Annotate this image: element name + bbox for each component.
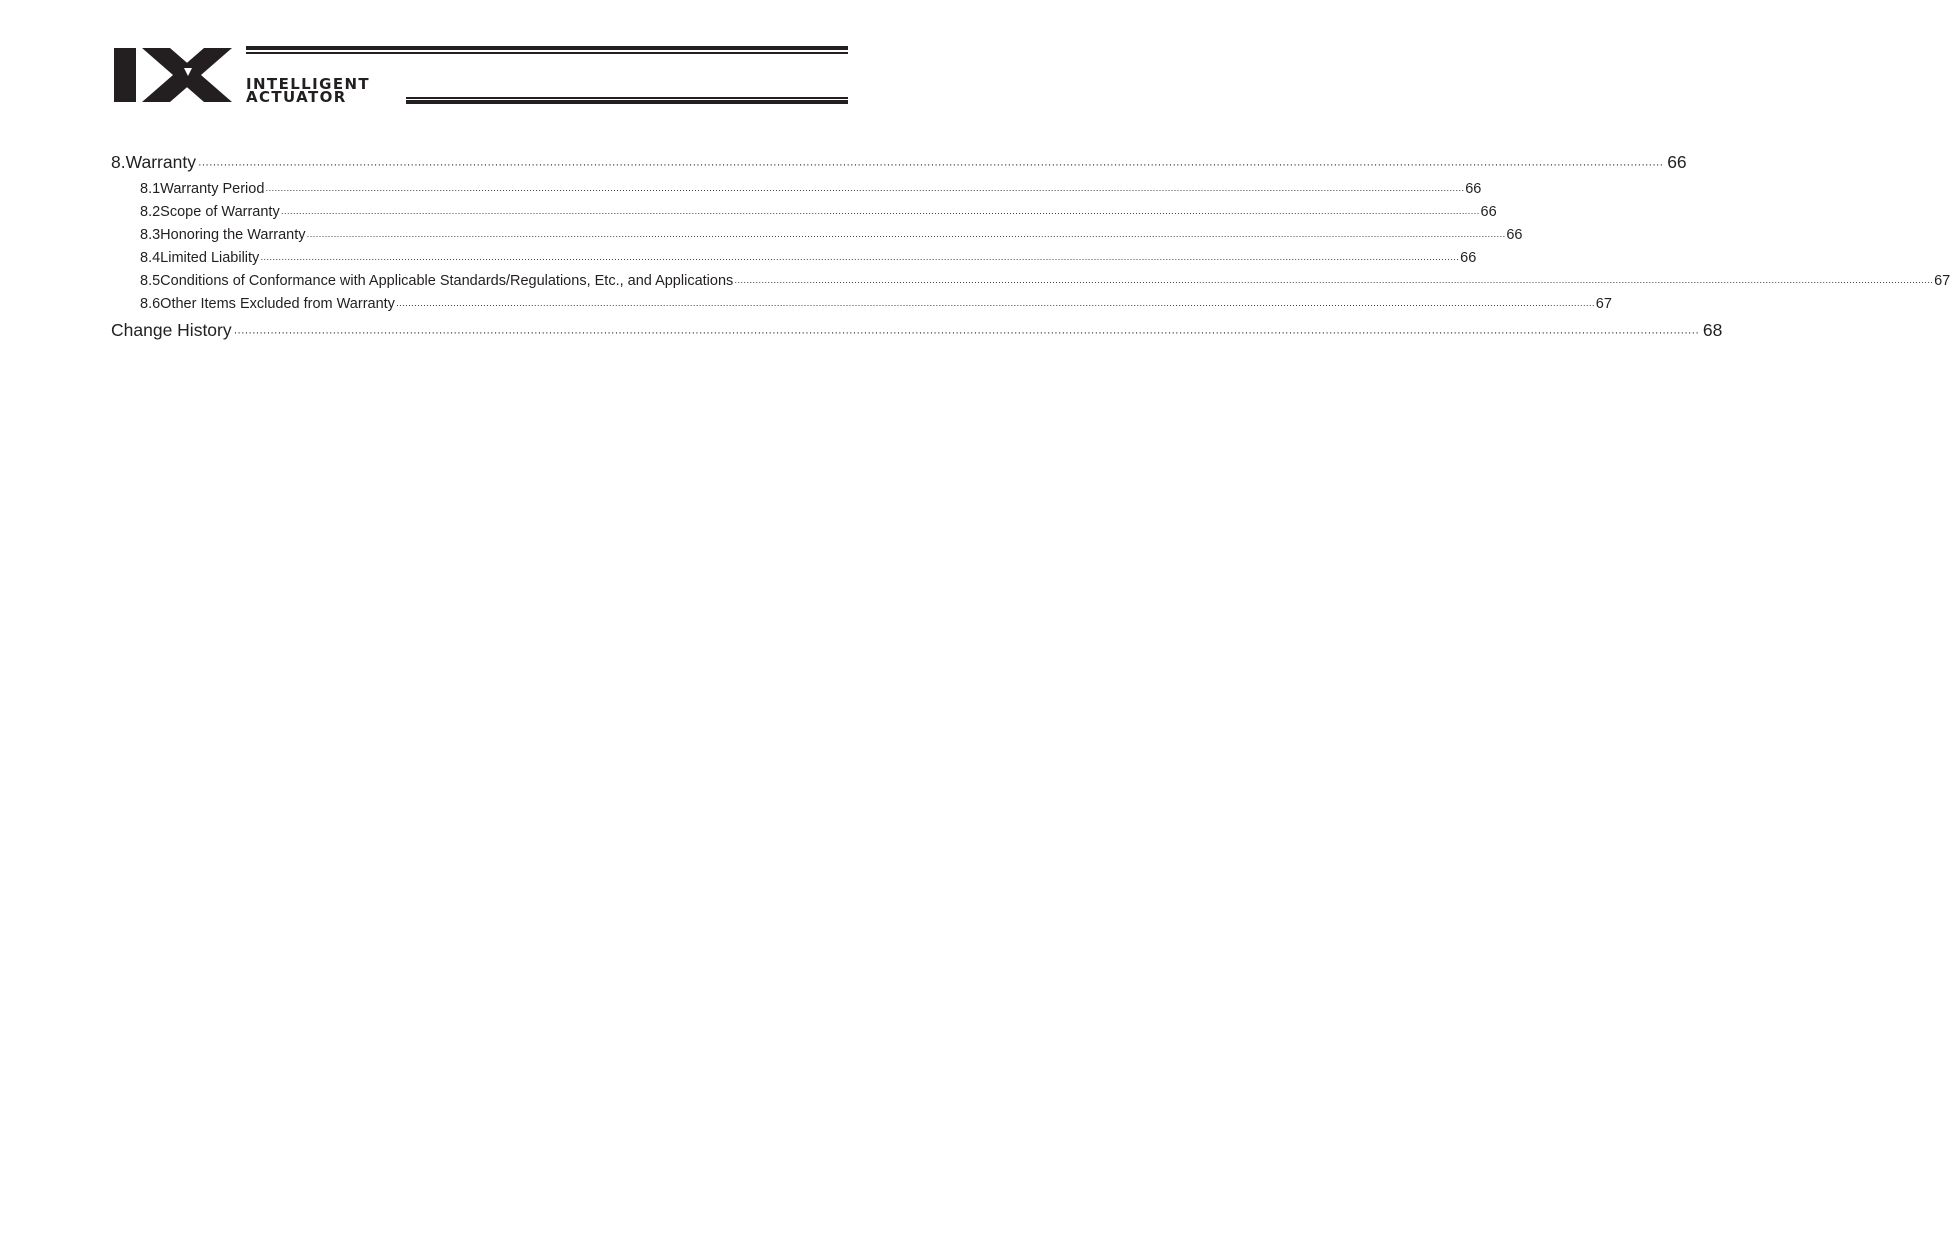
dot-leader: ················································································································································································································································································································································································································	[306, 231, 1506, 241]
toc-section-number: 8.1	[140, 181, 161, 197]
toc-section-title: Honoring the Warranty	[160, 227, 306, 243]
dot-leader: ················································································································································································································································································································································································································	[734, 277, 1934, 287]
page-header	[0, 0, 954, 110]
header-rule-bottom	[406, 100, 848, 104]
brand-name-line1: INTELLIGENT	[246, 75, 371, 93]
header-rule-bottom-thin	[406, 97, 848, 99]
toc-chapter-warranty[interactable]	[111, 152, 1687, 173]
toc-section-title: Scope of Warranty	[160, 204, 280, 220]
toc-section-page: 67	[1595, 296, 1612, 312]
dot-leader: ················································································································································································································································································································································································································	[265, 185, 1465, 195]
dot-leader: ················································································································································································································································································································································································································	[280, 208, 1480, 218]
dot-leader: ················································································································································································································································································································································································································	[233, 327, 1699, 339]
toc-chapter-title: Warranty	[125, 152, 196, 172]
toc-section-page: 67	[1934, 273, 1950, 289]
toc-section-title: Limited Liability	[160, 250, 260, 266]
dot-leader: ················································································································································································································································································································································································································	[197, 159, 1664, 171]
toc-change-history-page: 68	[1702, 320, 1723, 340]
toc-section-title: Conditions of Conformance with Applicable Standards/Regulations, Etc., and Applications	[160, 273, 734, 289]
toc-section-page: 66	[1480, 204, 1497, 220]
toc-section-8-5[interactable]	[140, 273, 1950, 289]
toc-section-page: 66	[1460, 250, 1477, 266]
toc-section-8-3[interactable]	[140, 227, 1523, 243]
toc-section-8-1[interactable]	[140, 181, 1482, 197]
toc-section-page: 66	[1506, 227, 1523, 243]
toc-section-number: 8.4	[140, 250, 161, 266]
toc-section-8-6[interactable]	[140, 296, 1612, 312]
dot-leader: ················································································································································································································································································································································································································	[395, 300, 1595, 310]
header-rule-top	[246, 46, 848, 50]
toc-chapter-page: 66	[1667, 152, 1687, 172]
toc-change-history-title: Change History	[111, 320, 232, 340]
header-rule-top-thin	[246, 52, 848, 54]
toc-change-history[interactable]	[111, 320, 1723, 341]
dot-leader: ················································································································································································································································································································································································································	[260, 254, 1460, 264]
toc-section-title: Warranty Period	[160, 181, 265, 197]
toc-section-page: 66	[1465, 181, 1482, 197]
toc-section-number: 8.3	[140, 227, 161, 243]
toc-chapter-number: 8.	[111, 152, 126, 172]
toc-section-number: 8.5	[140, 273, 161, 289]
toc-section-number: 8.6	[140, 296, 161, 312]
toc-section-8-4[interactable]	[140, 250, 1477, 266]
brand-name-line2: ACTUATOR	[246, 88, 347, 106]
toc-section-number: 8.2	[140, 204, 161, 220]
toc-section-8-2[interactable]	[140, 204, 1497, 220]
toc-section-title: Other Items Excluded from Warranty	[160, 296, 395, 312]
ix-logo-icon	[112, 46, 236, 102]
